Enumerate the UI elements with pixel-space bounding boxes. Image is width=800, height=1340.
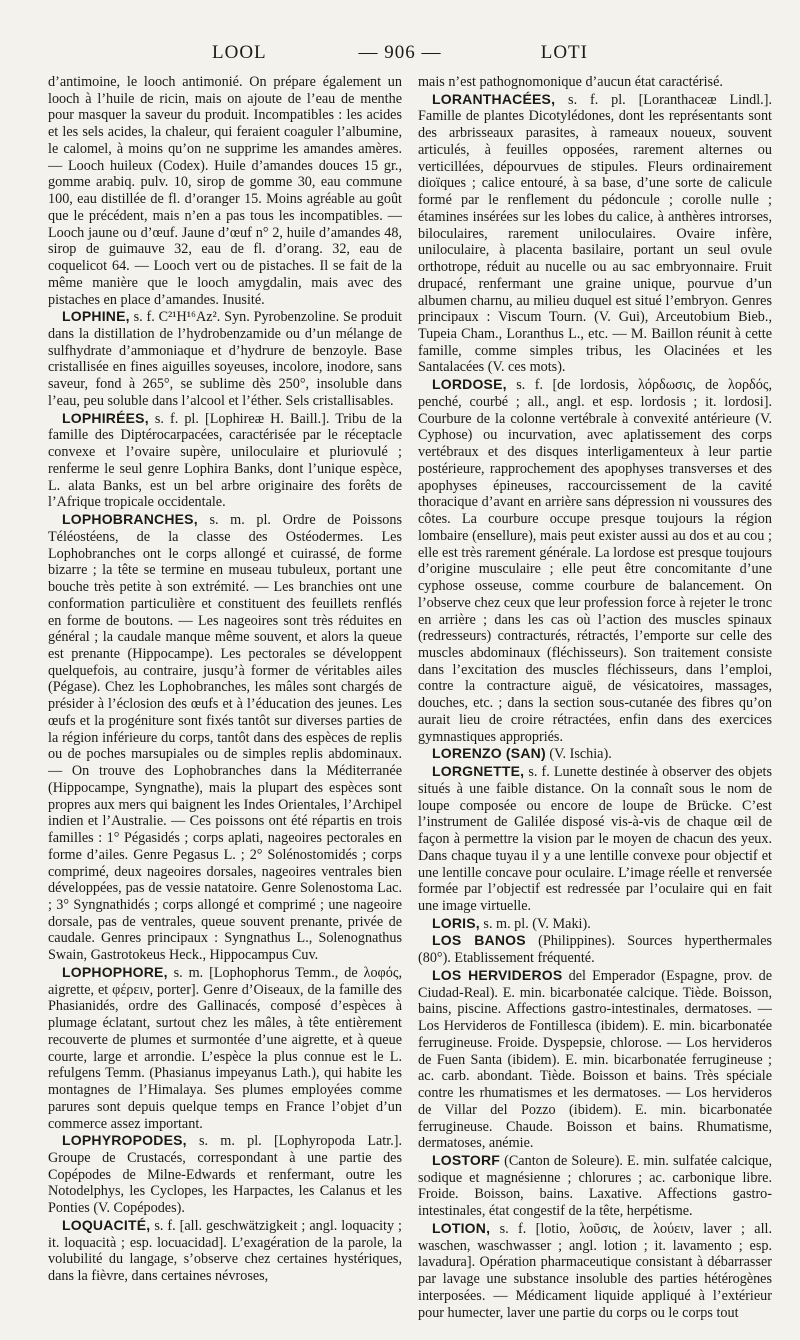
dictionary-entry: [48, 1217, 402, 1285]
entry-text: s. f. [all. geschwätzigkeit ; angl. loquacity ; it. loquacità ; esp. locuacidad]. L’exagération de la parole, la volubilité du langage, s’observe chez certaines hystériques, dans la fièvre, dans certaines névroses,: [48, 1217, 402, 1285]
dictionary-entry: [418, 91, 772, 376]
left-column: [48, 74, 402, 1320]
entry-text: del Emperador (Espagne, prov. de Ciudad-Real). E. min. bicarbonatée calcique. Tiède. Boisson, bains, piscine. Affections gastro-intestinales, dermatoses. — Los Hervideros de Fontillesca (ibidem). E. min. bicarbonatée ferrugineuse. Froide. Dyspepsie, chlorose. — Los hervideros de Fuen Santa (ibidem). E. min. bicarbonatée ferrugineuse ; ac. carb. abondant. Tiède. Boisson et bains. Très spéciale contre les rhumatismes et les dermatoses. — Los hervideros de Villar del Pozzo (ibidem). E. min. bicarbonatée ferrugineuse. Chaude. Boisson et bains. Rhumatisme, dermatoses, anémie.: [418, 967, 772, 1152]
dictionary-entry: [418, 376, 772, 745]
entry-headword: LORGNETTE,: [432, 763, 525, 780]
entry-text: s. f. C²¹H¹⁶Az². Syn. Pyrobenzoline. Se produit dans la distillation de l’hydrobenzamide ou d’un mélange de sulfhydrate d’ammoniaque et d’hydrure de benzoyle. Base cristallisée en fines aiguilles soyeuses, incolore, inodore, sans saveur, fond à 265°, se sublime dès 250°, insoluble dans l’eau, peu soluble dans l’alcool et l’éther. Sels cristallisables.: [48, 309, 402, 409]
entry-headword: LOPHINE,: [62, 308, 130, 325]
header-left-guide-word: LOOL: [212, 42, 267, 63]
dictionary-entry: [48, 1132, 402, 1217]
dictionary-entry: [418, 915, 772, 933]
entry-text: s. f. pl. [Loranthaceæ Lindl.]. Famille de plantes Dicotylédones, dont les représentants sont des arbrisseaux parasites, à rameaux noueux, souvent articulés, à feuilles opposées, rarement alternes ou verticillées, dépourvues de stipules. Fleurs ordinairement dioïques ; calice entouré, à sa base, d’une sorte de calicule formé par le renflement du pédoncule ; corolle nulle ; étamines insérées sur les lobes du calice, à anthères introrses, biloculaires, rarement uniloculaires. Ovaire infère, uniloculaire, à placenta basilaire, portant un seul ovule orthotrope, réduit au nucelle ou au sac embryonnaire. Fruit drupacé, renfermant une graine unique, pourvue d’un albumen charnu, au milieu duquel est situé l’embryon. Genres principaux : Viscum Tourn. (V. Gui), Arceutobium Bieb., Tupeia Cham., Loranthus L., etc. — M. Baillon réunit à cette famille, comme simples tribus, les Olacinées et les Santalacées (V. ces mots).: [418, 91, 772, 376]
entry-continuation: [418, 74, 772, 91]
dictionary-entry: [418, 745, 772, 763]
dictionary-entry: [48, 410, 402, 511]
entry-headword: LOQUACITÉ,: [62, 1216, 151, 1233]
page-number: — 906 —: [358, 42, 442, 63]
entry-text: mais n’est pathognomonique d’aucun état caractérisé.: [418, 74, 723, 90]
entry-text: s. m. pl. (V. Maki).: [483, 915, 591, 932]
entry-text: (Philippines). Sources hyperthermales (80°). Etablissement fréquenté.: [418, 933, 772, 967]
right-column: [418, 74, 772, 1320]
dictionary-entry: [418, 967, 772, 1152]
entry-text: s. m. pl. [Lophyropoda Latr.]. Groupe de Crustacés, correspondant à une partie des Copépodes de Milne-Edwards et renfermant, outre les Notodelphys, les Cyclopes, les Harpactes, les Calanus et les Ponties (V. Copépodes).: [48, 1133, 402, 1217]
entry-text: (Canton de Soleure). E. min. sulfatée calcique, sodique et magnésienne ; chlorures ; ac. carbonique libre. Froide. Boisson, bains. Laxative. Affections gastro-intestinales, état congestif de la tête, herpétisme.: [418, 1153, 772, 1220]
entry-text: (V. Ischia).: [549, 746, 612, 763]
entry-headword: LOPHIRÉES,: [62, 409, 149, 426]
entry-headword: LOPHOPHORE,: [62, 963, 168, 980]
entry-headword: LOSTORF: [432, 1152, 501, 1168]
entry-continuation: [48, 74, 402, 308]
entry-text: d’antimoine, le looch antimonié. On prépare également un looch à l’huile de ricin, mais on ajoute de l’eau de menthe pour masquer la saveur du produit. Incompatibles : les acides et les sels acides, la chaleur, qui feraient coaguler l’albumine, le calomel, à moins qu’on ne supprime les amandes amères. — Looch huileux (Codex). Huile d’amandes douces 15 gr., gomme arabiq. pulv. 10, sirop de gomme 30, eau commune 100, eau distillée de fl. d’oranger 15. Moins agréable au goût que le précédent, mais n’en a pas tous les incompatibles. — Looch jaune ou d’œuf. Jaune d’œuf n° 2, huile d’amandes 48, sirop de guimauve 32, eau de fl. d’orang. 32, eau de coquelicot 64. — Looch vert ou de pistaches. Il se fait de la même manière que le looch amygdalin, mais avec des pistaches en place d’amandes. Inusité.: [48, 74, 402, 308]
dictionary-entry: [48, 308, 402, 409]
dictionary-entry: [48, 964, 402, 1132]
entry-text: s. m. [Lophophorus Temm., de λοφός, aigrette, et φέρειν, porter]. Genre d’Oiseaux, de la famille des Phasianidés, ordre des Gallinacés, composé d’espèces à plumage éclatant, surtout chez les mâles, à tête entièrement recouverte de plumes et surmontée d’une aigrette, et à queue courte, large et arrondie. L’espèce la plus connue est le L. refulgens Temm. (Phasianus impeyanus Lath.), qui habite les montagnes de l’Himalaya. Ses plumes employées comme parures sont depuis quelque temps en France l’objet d’un commerce assez important.: [48, 964, 402, 1132]
entry-headword: LOPHYROPODES,: [62, 1132, 187, 1149]
entry-headword: LORDOSE,: [432, 376, 507, 393]
dictionary-entry: [418, 763, 772, 915]
running-header: [40, 42, 760, 68]
dictionary-entry: [48, 511, 402, 964]
dictionary-entry: [418, 1220, 772, 1320]
entry-headword: LOS HERVIDEROS: [432, 966, 563, 983]
entry-headword: LOS BANOS: [432, 932, 526, 949]
entry-text: s. m. pl. Ordre de Poissons Téléostéens, de la classe des Ostéodermes. Les Lophobranches ont le corps allongé et cuirassé, de forme bizarre ; la tête se termine en museau tubuleux, portant une bouche très petite à son extrémité. — Les branchies ont une conformation particulière et constituent des feuillets renflés en forme de boutons. — Les nageoires sont très réduites en général ; la caudale manque même souvent, et alors la queue est prenante (Hippocampe). Les pectorales se développent quelquefois, au contraire, jusqu’à former de véritables ailes (Pégase). Chez les Lophobranches, les mâles sont chargés de présider à l’éclosion des œufs et à l’éducation des jeunes. Les œufs et la progéniture sont fixés tantôt sur diverses parties de la région inférieure du corps, tantôt dans des espèces de replis ou de poches marsupiales ou de simples replis abdominaux. — On trouve des Lophobranches dans la Méditerranée (Hippocampe, Syngnathe), mais la plupart des espèces sont propres aux mers qui baignent les Indes Orientales, l’Archipel indien et l’Australie. — Ces poissons ont été répartis en trois familles : 1° Pégasidés ; corps aplati, nageoires pectorales en forme d’ailes. Genre Pegasus L. ; 2° Solénostomidés ; corps comprimé, deux nageoires dorsales, nageoires ventrales bien développées, pas de vessie natatoire. Genre Solenostoma Lac. ; 3° Syngnathidés ; corps allongé et comprimé ; une nageoire dorsale, pas de ventrales, queue souvent prenante, privée de caudale. Genres principaux : Syngnathus L., Solenognathus Swain, Gastrotokeus Heck., Hippocampus Cuv.: [48, 512, 402, 964]
dictionary-entry: [418, 1152, 772, 1220]
dictionary-entry: [418, 932, 772, 966]
header-right-guide-word: LOTI: [540, 42, 588, 63]
entry-headword: LORANTHACÉES,: [432, 90, 556, 107]
entry-text: s. f. [lotio, λοῦσις, de λούειν, laver ; all. waschen, waschwasser ; angl. lotion ; it. lavamento ; esp. lavadura]. Opération pharmaceutique consistant à débarrasser par lavage une substance insoluble des parties hétérogènes interposées. — Médicament liquide appliqué à l’extérieur pour humecter, laver une partie du corps ou le corps tout: [418, 1220, 772, 1320]
entry-text: s. f. [de lordosis, λόρδωσις, de λορδός, penché, courbé ; all., angl. et esp. lordosis ; it. lordosi]. Courbure de la colonne vertébrale à convexité antérieure (V. Cyphose) ou incurvation, avec aplatissement des corps vertébraux et des disques interligamenteux à leur partie postérieure, rapprochement des apophyses transverses et des apophyses épineuses, raccourcissement de la cavité thoracique d’avant en arrière sans dépression ni voussures des côtes. La courbure occupe presque toujours la région lombaire (ensellure), mais peut exister aussi au dos et au cou ; elle est très rarement générale. La lordose est presque toujours d’origine musculaire ; elle peut être concomitante d’une cyphose osseuse, comme courbure de balancement. On l’observe chez ceux que leur profession force à rejeter le tronc en arrière ; dans les cas où l’action des muscles spinaux (redresseurs) contracturés, rétractés, l’emporte sur celle des muscles abdominaux (fléchisseurs). Son traitement consiste dans l’excitation des muscles fléchisseurs, dans l’emploi, contre la contracture aiguë, de vésicatoires, massages, douches, etc. ; dans la section sous-cutanée des fibres qu’on aurait lieu de croire rétractées, enfin dans des exercices gymnastiques appropriés.: [418, 377, 772, 745]
entry-headword: LOTION,: [432, 1219, 491, 1236]
entry-headword: LORIS,: [432, 914, 480, 931]
entry-headword: LOPHOBRANCHES,: [62, 511, 198, 528]
entry-text: s. f. pl. [Lophireæ H. Baill.]. Tribu de la famille des Diptérocarpacées, caractérisée par le réceptacle convexe et l’ovaire supère, uniloculaire et pluriovulé ; renferme le seul genre Lophira Banks, dont l’unique espèce, L. alata Banks, est un bel arbre originaire des forêts de l’Afrique tropicale occidentale.: [48, 410, 402, 511]
entry-headword: LORENZO (SAN): [432, 745, 546, 762]
entry-text: s. f. Lunette destinée à observer des objets situés à une faible distance. On la connaît sous le nom de loupe composée ou encore de loupe de Brücke. C’est l’instrument de Galilée disposé vis-à-vis de chaque œil de façon à permettre la vision par le moyen de chacun des yeux. Dans chaque tuyau il y a une lentille convexe pour objectif et une lentille concave pour oculaire. L’image réelle et renversée formée par l’objectif est redressée par l’oculaire qui en fait une image virtuelle.: [418, 764, 772, 914]
